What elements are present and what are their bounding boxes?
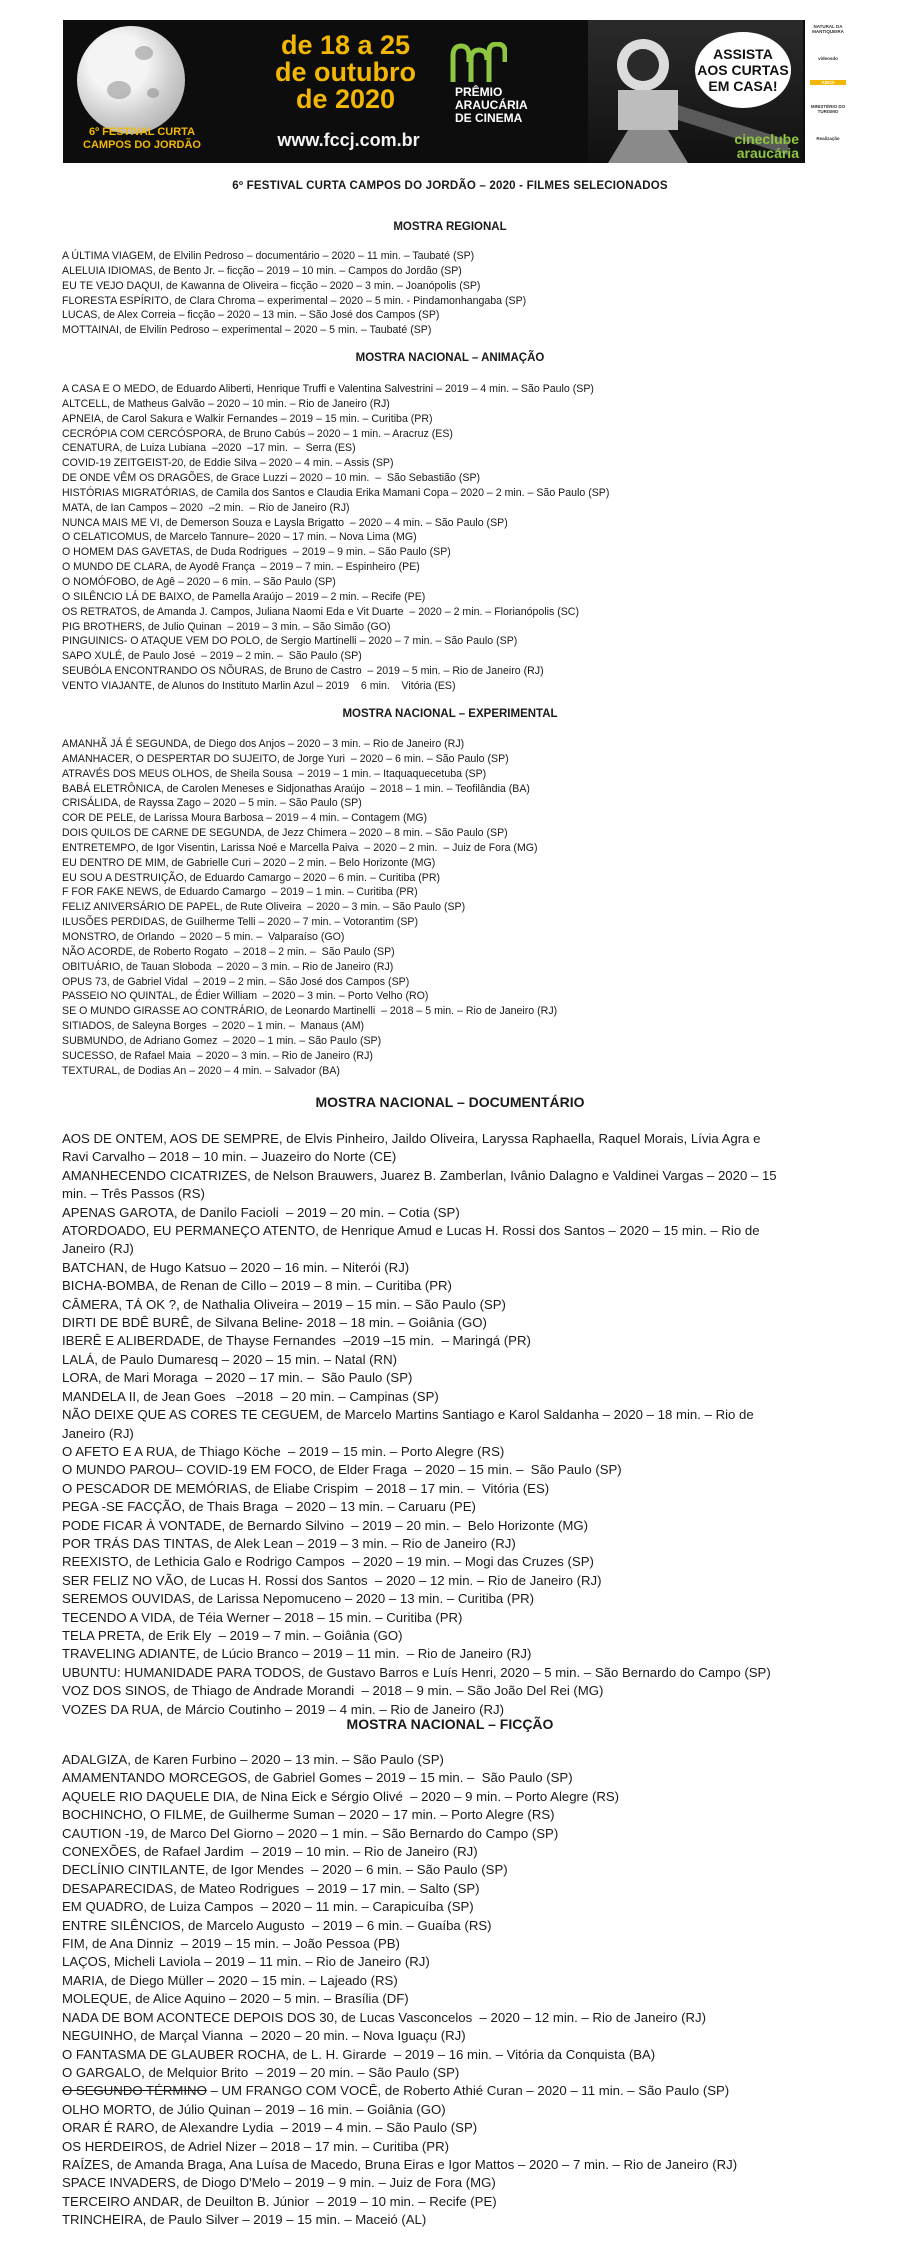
list-item: FELIZ ANIVERSÁRIO DE PAPEL, de Rute Oliveira – 2020 – 3 min. – São Paulo (SP) bbox=[62, 901, 466, 914]
list-item: NEGUINHO, de Marçal Vianna – 2020 – 20 min. – Nova Iguaçu (RJ) bbox=[62, 2028, 466, 2044]
list-item: ILUSÕES PERDIDAS, de Guilherme Telli – 2020 – 7 min. – Votorantim (SP) bbox=[62, 916, 419, 929]
list-item: Janeiro (RJ) bbox=[62, 1425, 134, 1441]
list-item: SITIADOS, de Saleyna Borges – 2020 – 1 min. – Manaus (AM) bbox=[62, 1020, 365, 1033]
list-item: NUNCA MAIS ME VI, de Demerson Souza e Laysla Brigatto – 2020 – 4 min. – São Paulo (SP) bbox=[62, 516, 508, 529]
sponsor-realizacao: Realização bbox=[816, 136, 840, 141]
section-title-regional: MOSTRA REGIONAL bbox=[393, 221, 507, 233]
list-item: AQUELE RIO DAQUELE DIA, de Nina Eick e Sérgio Olivé – 2020 – 9 min. – Porto Alegre (RS) bbox=[62, 1788, 620, 1804]
list-item: LALÁ, de Paulo Dumaresq – 2020 – 15 min. – Natal (RN) bbox=[62, 1351, 397, 1367]
premio-araucaria-logo-icon bbox=[447, 42, 507, 84]
list-item: EU DENTRO DE MIM, de Gabrielle Curi – 2020 – 2 min. – Belo Horizonte (MG) bbox=[62, 856, 436, 869]
list-item: DOIS QUILOS DE CARNE DE SEGUNDA, de Jezz Chimera – 2020 – 8 min. – São Paulo (SP) bbox=[62, 827, 508, 840]
list-item: REEXISTO, de Lethicia Galo e Rodrigo Campos – 2020 – 19 min. – Mogi das Cruzes (SP) bbox=[62, 1554, 594, 1570]
list-item: APENAS GAROTA, de Danilo Facioli – 2019 – 20 min. – Cotia (SP) bbox=[62, 1204, 460, 1220]
list-item: EU TE VEJO DAQUI, de Kawanna de Oliveira – ficção – 2020 – 3 min. – Joanópolis (SP) bbox=[62, 279, 481, 292]
list-item: A CASA E O MEDO, de Eduardo Aliberti, Henrique Truffi e Valentina Salvestrini – 2019 – 4 min. – São Paulo (SP) bbox=[62, 383, 594, 395]
list-item: A ÚLTIMA VIAGEM, de Elvilin Pedroso – documentário – 2020 – 11 min. – Taubaté (SP) bbox=[62, 250, 475, 262]
list-item: RAÍZES, de Amanda Braga, Ana Luísa de Macedo, Bruna Eiras e Igor Mattos – 2020 – 7 min. – Rio de Janeiro (RJ) bbox=[62, 2156, 738, 2172]
sponsor-ministerio: MINISTÉRIO DO TURISMO bbox=[810, 104, 846, 114]
list-item: IBERÊ E ALIBERDADE, de Thayse Fernandes –2019 –15 min. – Maringá (PR) bbox=[62, 1333, 531, 1349]
list-item: PINGUINICS- O ATAQUE VEM DO POLO, de Sergio Martinelli – 2020 – 7 min. – São Paulo (SP) bbox=[62, 635, 518, 648]
list-item: O GARGALO, de Melquior Brito – 2019 – 20 min. – São Paulo (SP) bbox=[62, 2064, 460, 2080]
list-item: ORAR É RARO, de Alexandre Lydia – 2019 – 4 min. – São Paulo (SP) bbox=[62, 2120, 478, 2136]
premio-line-1: PRÊMIO bbox=[455, 85, 503, 99]
list-item: OS RETRATOS, de Amanda J. Campos, Juliana Naomi Eda e Vit Duarte – 2020 – 2 min. – Florianópolis (SC) bbox=[62, 605, 579, 618]
bubble-line-1: ASSISTA bbox=[713, 46, 773, 62]
premio-araucaria-text bbox=[455, 86, 565, 125]
list-item: OS HERDEIROS, de Adriel Nizer – 2018 – 17 min. – Curitiba (PR) bbox=[62, 2138, 449, 2154]
list-item: CECRÓPIA COM CERCÓSPORA, de Bruno Cabús – 2020 – 1 min. – Aracruz (ES) bbox=[62, 427, 453, 440]
list-item: O CELATICOMUS, de Marcelo Tannure– 2020 – 17 min. – Nova Lima (MG) bbox=[62, 531, 417, 544]
list-item: CÂMERA, TÁ OK ?, de Nathalia Oliveira – 2019 – 15 min. – São Paulo (SP) bbox=[62, 1296, 506, 1312]
list-item: SER FELIZ NO VÃO, de Lucas H. Rossi dos Santos – 2020 – 12 min. – Rio de Janeiro (RJ) bbox=[62, 1572, 602, 1588]
festival-website: www.fccj.com.br bbox=[277, 130, 420, 150]
list-item: AOS DE ONTEM, AOS DE SEMPRE, de Elvis Pinheiro, Jaildo Oliveira, Laryssa Raphaella, Raquel Morais, Lívia Agra e bbox=[62, 1131, 761, 1146]
list-item: COVID-19 ZEITGEIST-20, de Eddie Silva – 2020 – 4 min. – Assis (SP) bbox=[62, 457, 394, 470]
list-item: LAÇOS, Micheli Laviola – 2019 – 11 min. – Rio de Janeiro (RJ) bbox=[62, 1954, 430, 1970]
list-item: CENATURA, de Luiza Lubiana –2020 –17 min. – Serra (ES) bbox=[62, 442, 356, 455]
list-item: AMANHECENDO CICATRIZES, de Nelson Brauwers, Juarez B. Zamberlan, Ivânio Dalagno e Valdinei Vargas – 2020 – 15 bbox=[62, 1167, 777, 1183]
list-item: NÃO DEIXE QUE AS CORES TE CEGUEM, de Marcelo Martins Santiago e Karol Saldanha – 2020 – 18 min. – Rio de bbox=[62, 1407, 754, 1423]
list-item: OPUS 73, de Gabriel Vidal – 2019 – 2 min. – São José dos Campos (SP) bbox=[62, 975, 410, 988]
list-item: BOCHINCHO, O FILME, de Guilherme Suman – 2020 – 17 min. – Porto Alegre (RS) bbox=[62, 1807, 555, 1823]
list-item: ENTRE SILÊNCIOS, de Marcelo Augusto – 2019 – 6 min. – Guaíba (RS) bbox=[62, 1917, 492, 1933]
list-item: TEXTURAL, de Dodias An – 2020 – 4 min. – Salvador (BA) bbox=[62, 1064, 340, 1077]
moon-illustration bbox=[77, 26, 185, 134]
list-item: TELA PRETA, de Erik Ely – 2019 – 7 min. – Goiânia (GO) bbox=[62, 1627, 403, 1643]
list-item: MONSTRO, de Orlando – 2020 – 5 min. – Valparaíso (GO) bbox=[62, 930, 345, 943]
sponsor-logos bbox=[810, 20, 846, 163]
list-item: LORA, de Mari Moraga – 2020 – 17 min. – São Paulo (SP) bbox=[62, 1370, 413, 1386]
list-item: EM QUADRO, de Luiza Campos – 2020 – 11 min. – Carapicuíba (SP) bbox=[62, 1899, 474, 1915]
list-item: O HOMEM DAS GAVETAS, de Duda Rodrigues – 2019 – 9 min. – São Paulo (SP) bbox=[62, 546, 451, 559]
film-list-regional bbox=[62, 249, 526, 338]
list-item: SUBMUNDO, de Adriano Gomez – 2020 – 1 min. – São Paulo (SP) bbox=[62, 1034, 382, 1047]
list-item: VOZ DOS SINOS, de Thiago de Andrade Morandi – 2018 – 9 min. – São João Del Rei (MG) bbox=[62, 1683, 604, 1699]
list-item: O MUNDO PAROU– COVID-19 EM FOCO, de Elder Fraga – 2020 – 15 min. – São Paulo (SP) bbox=[62, 1462, 622, 1478]
list-item: PASSEIO NO QUINTAL, de Édier William – 2020 – 3 min. – Porto Velho (RO) bbox=[62, 990, 429, 1003]
list-item: ATRAVÉS DOS MEUS OLHOS, de Sheila Sousa – 2019 – 1 min. – Itaquaquecetuba (SP) bbox=[62, 767, 487, 780]
festival-name-line-1: 6º FESTIVAL CURTA bbox=[88, 126, 196, 138]
list-item: COR DE PELE, de Larissa Moura Barbosa – 2019 – 4 min. – Contagem (MG) bbox=[62, 812, 428, 825]
list-item: OLHO MORTO, de Júlio Quinan – 2019 – 16 min. – Goiânia (GO) bbox=[62, 2101, 446, 2117]
list-item: MANDELA II, de Jean Goes –2018 – 20 min. – Campinas (SP) bbox=[62, 1388, 439, 1404]
list-item: DIRTI DE BDÊ BURÊ, de Silvana Beline- 2018 – 18 min. – Goiânia (GO) bbox=[62, 1315, 487, 1331]
list-item: O AFETO E A RUA, de Thiago Köche – 2019 – 15 min. – Porto Alegre (RS) bbox=[62, 1443, 505, 1459]
list-item: O SILÊNCIO LÁ DE BAIXO, de Pamella Araújo – 2019 – 2 min. – Recife (PE) bbox=[62, 590, 426, 603]
list-item: LUCAS, de Alex Correia – ficção – 2020 – 13 min. – São José dos Campos (SP) bbox=[62, 309, 440, 322]
list-item: F FOR FAKE NEWS, de Eduardo Camargo – 2019 – 1 min. – Curitiba (PR) bbox=[62, 886, 418, 899]
film-list-animacao bbox=[62, 382, 609, 694]
section-title-ficcao: MOSTRA NACIONAL – FICÇÃO bbox=[346, 1716, 554, 1732]
list-item: MOLEQUE, de Alice Aquino – 2020 – 5 min. – Brasília (DF) bbox=[62, 1991, 409, 2007]
list-item: DESAPARECIDAS, de Mateo Rodrigues – 2019 – 17 min. – Salto (SP) bbox=[62, 1880, 480, 1896]
list-item: SEUBÓLA ENCONTRANDO OS NÕURAS, de Bruno de Castro – 2019 – 5 min. – Rio de Janeiro (RJ) bbox=[62, 665, 544, 678]
list-item: ALELUIA IDIOMAS, de Bento Jr. – ficção – 2019 – 10 min. – Campos do Jordão (SP) bbox=[62, 264, 462, 277]
premio-line-3: DE CINEMA bbox=[455, 111, 523, 125]
section-title-animacao: MOSTRA NACIONAL – ANIMAÇÃO bbox=[355, 352, 545, 364]
dates-line-1: de 18 a 25 bbox=[280, 30, 411, 60]
list-item: CAUTION -19, de Marco Del Giorno – 2020 – 1 min. – São Bernardo do Campo (SP) bbox=[62, 1825, 559, 1841]
list-item: SAPO XULÉ, de Paulo José – 2019 – 2 min. – São Paulo (SP) bbox=[62, 650, 362, 663]
film-list-experimental bbox=[62, 737, 557, 1078]
list-item: PODE FICAR À VONTADE, de Bernardo Silvino – 2019 – 20 min. – Belo Horizonte (MG) bbox=[62, 1517, 588, 1533]
list-item: MATA, de Ian Campos – 2020 –2 min. – Rio de Janeiro (RJ) bbox=[62, 501, 350, 514]
list-item: TRINCHEIRA, de Paulo Silver – 2019 – 15 min. – Maceió (AL) bbox=[62, 2212, 427, 2228]
dates-line-3: de 2020 bbox=[295, 84, 396, 114]
list-item: BABÁ ELETRÔNICA, de Carolen Meneses e Sidjonathas Araújo – 2018 – 1 min. – Teofilândia (BA) bbox=[62, 782, 530, 795]
list-item: CONEXÕES, de Rafael Jardim – 2019 – 10 min. – Rio de Janeiro (RJ) bbox=[62, 1844, 478, 1860]
list-item: O PESCADOR DE MEMÓRIAS, de Eliabe Crispim – 2018 – 17 min. – Vitória (ES) bbox=[62, 1480, 550, 1496]
list-item: Ravi Carvalho – 2018 – 10 min. – Juazeiro do Norte (CE) bbox=[62, 1149, 397, 1165]
list-item: ENTRETEMPO, de Igor Visentin, Larissa Noé e Marcella Paiva – 2020 – 2 min. – Juiz de Fora (MG) bbox=[62, 841, 538, 854]
list-item: SUCESSO, de Rafael Maia – 2020 – 3 min. – Rio de Janeiro (RJ) bbox=[62, 1049, 373, 1062]
section-title-documentario: MOSTRA NACIONAL – DOCUMENTÁRIO bbox=[315, 1094, 585, 1110]
cineclube-line-2: araucária bbox=[736, 145, 799, 161]
list-item: FIM, de Ana Dinniz – 2019 – 15 min. – João Pessoa (PB) bbox=[62, 1936, 400, 1952]
list-item: AMANHACER, O DESPERTAR DO SUJEITO, de Jorge Yuri – 2020 – 6 min. – São Paulo (SP) bbox=[62, 752, 509, 765]
bubble-line-2: AOS CURTAS bbox=[697, 62, 789, 78]
list-item: POR TRÁS DAS TINTAS, de Alek Lean – 2019 – 3 min. – Rio de Janeiro (RJ) bbox=[62, 1535, 516, 1551]
list-item: DE ONDE VÊM OS DRAGÕES, de Grace Luzzi – 2020 – 10 min. – São Sebastião (SP) bbox=[62, 472, 481, 485]
dates-line-2: de outubro bbox=[275, 57, 416, 87]
list-item: O MUNDO DE CLARA, de Ayodê França – 2019 – 7 min. – Espinheiro (PE) bbox=[62, 561, 420, 574]
list-item: Janeiro (RJ) bbox=[62, 1241, 134, 1257]
sponsor-natural-mantiqueira: NATURAL DA MANTIQUEIRA bbox=[812, 24, 844, 34]
festival-name-line-2: CAMPOS DO JORDÃO bbox=[83, 139, 201, 151]
list-item: FLORESTA ESPÍRITO, de Clara Chroma – experimental – 2020 – 5 min. - Pindamonhangaba (SP) bbox=[62, 294, 527, 307]
festival-banner bbox=[63, 20, 805, 163]
list-item: AMANHÃ JÁ É SEGUNDA, de Diego dos Anjos – 2020 – 3 min. – Rio de Janeiro (RJ) bbox=[62, 738, 465, 750]
festival-dates bbox=[238, 32, 453, 113]
list-item: CRISÁLIDA, de Rayssa Zago – 2020 – 5 min. – São Paulo (SP) bbox=[62, 797, 362, 810]
list-item: VENTO VIAJANTE, de Alunos do Instituto Marlin Azul – 2019 6 min. Vitória (ES) bbox=[62, 679, 456, 692]
list-item: BICHA-BOMBA, de Renan de Cillo – 2019 – 8 min. – Curitiba (PR) bbox=[62, 1278, 452, 1294]
list-item: NÃO ACORDE, de Roberto Rogato – 2018 – 2 min. – São Paulo (SP) bbox=[62, 945, 395, 958]
cineclube-line-1: cineclube bbox=[734, 131, 799, 147]
film-list-documentario bbox=[62, 1130, 777, 1719]
list-item: SEREMOS OUVIDAS, de Larissa Nepomuceno – 2020 – 13 min. – Curitiba (PR) bbox=[62, 1591, 535, 1607]
cineclube-araucaria-logo bbox=[703, 132, 799, 160]
list-item: MOTTAINAI, de Elvilin Pedroso – experimental – 2020 – 5 min. – Taubaté (SP) bbox=[62, 324, 432, 337]
struck-title: O SEGUNDO TÉRMINO bbox=[62, 2083, 207, 2099]
list-item: O FANTASMA DE GLAUBER ROCHA, de L. H. Girarde – 2019 – 16 min. – Vitória da Conquista (BA) bbox=[62, 2046, 656, 2062]
list-item: PIG BROTHERS, de Julio Quinan – 2019 – 3 min. – São Simão (GO) bbox=[62, 620, 391, 633]
list-item: AMAMENTANDO MORCEGOS, de Gabriel Gomes – 2019 – 15 min. – São Paulo (SP) bbox=[62, 1770, 573, 1786]
sponsor-abcd: ABCD bbox=[810, 80, 846, 85]
section-title-experimental: MOSTRA NACIONAL – EXPERIMENTAL bbox=[342, 708, 558, 720]
list-item: UBUNTU: HUMANIDADE PARA TODOS, de Gustavo Barros e Luís Henri, 2020 – 5 min. – São Bernardo do Campo (SP) bbox=[62, 1664, 771, 1680]
list-item: BATCHAN, de Hugo Katsuo – 2020 – 16 min. – Niterói (RJ) bbox=[62, 1259, 410, 1275]
page-title: 6º FESTIVAL CURTA CAMPOS DO JORDÃO – 2020 - FILMES SELECIONADOS bbox=[232, 180, 668, 192]
list-item: SE O MUNDO GIRASSE AO CONTRÁRIO, de Leonardo Martinelli – 2018 – 5 min. – Rio de Janeiro (RJ) bbox=[62, 1005, 558, 1018]
list-item: ALTCELL, de Matheus Galvão – 2020 – 10 min. – Rio de Janeiro (RJ) bbox=[62, 397, 390, 410]
list-item: TECENDO A VIDA, de Téia Werner – 2018 – 15 min. – Curitiba (PR) bbox=[62, 1609, 463, 1625]
list-item: O NOMÓFOBO, de Agê – 2020 – 6 min. – São Paulo (SP) bbox=[62, 575, 336, 588]
bubble-line-3: EM CASA! bbox=[708, 78, 778, 94]
list-item: SPACE INVADERS, de Diogo D'Melo – 2019 – 9 min. – Juiz de Fora (MG) bbox=[62, 2175, 496, 2191]
list-item: NADA DE BOM ACONTECE DEPOIS DOS 30, de Lucas Vasconcelos – 2020 – 12 min. – Rio de Janeiro (RJ) bbox=[62, 2009, 707, 2025]
list-item: TERCEIRO ANDAR, de Deuilton B. Júnior – 2019 – 10 min. – Recife (PE) bbox=[62, 2193, 497, 2209]
list-item: APNEIA, de Carol Sakura e Walkir Fernandes – 2019 – 15 min. – Curitiba (PR) bbox=[62, 412, 433, 425]
list-item: HISTÓRIAS MIGRATÓRIAS, de Camila dos Santos e Claudia Erika Mamani Copa – 2020 – 2 min. – São Paulo (SP) bbox=[62, 486, 610, 499]
list-item: ADALGIZA, de Karen Furbino – 2020 – 13 min. – São Paulo (SP) bbox=[62, 1752, 444, 1767]
list-item: MARIA, de Diego Müller – 2020 – 15 min. – Lajeado (RS) bbox=[62, 1972, 398, 1988]
list-item: EU SOU A DESTRUIÇÃO, de Eduardo Camargo – 2020 – 6 min. – Curitiba (PR) bbox=[62, 871, 441, 884]
sponsor-videosdo: videosdo bbox=[818, 56, 838, 61]
list-item: DECLÍNIO CINTILANTE, de Igor Mendes – 2020 – 6 min. – São Paulo (SP) bbox=[62, 1862, 508, 1878]
film-list-ficcao bbox=[62, 1751, 737, 2230]
premio-line-2: ARAUCÁRIA bbox=[455, 98, 528, 112]
list-item: O SEGUNDO TÉRMINO – UM FRANGO COM VOCÊ, de Roberto Athié Curan – 2020 – 11 min. – São Paulo (SP) bbox=[62, 2083, 730, 2099]
list-item: TRAVELING ADIANTE, de Lúcio Branco – 2019 – 11 min. – Rio de Janeiro (RJ) bbox=[62, 1646, 532, 1662]
list-item: OBITUÁRIO, de Tauan Sloboda – 2020 – 3 min. – Rio de Janeiro (RJ) bbox=[62, 960, 394, 973]
watch-at-home-bubble bbox=[695, 32, 791, 108]
list-item: min. – Três Passos (RS) bbox=[62, 1186, 205, 1202]
list-item: PEGA -SE FACÇÃO, de Thais Braga – 2020 – 13 min. – Caruaru (PE) bbox=[62, 1499, 476, 1515]
list-item: ATORDOADO, EU PERMANEÇO ATENTO, de Henrique Amud e Lucas H. Rossi dos Santos – 2020 – 15 min. – Rio de bbox=[62, 1223, 760, 1239]
list-item: VOZES DA RUA, de Márcio Coutinho – 2019 – 4 min. – Rio de Janeiro (RJ) bbox=[62, 1701, 504, 1717]
